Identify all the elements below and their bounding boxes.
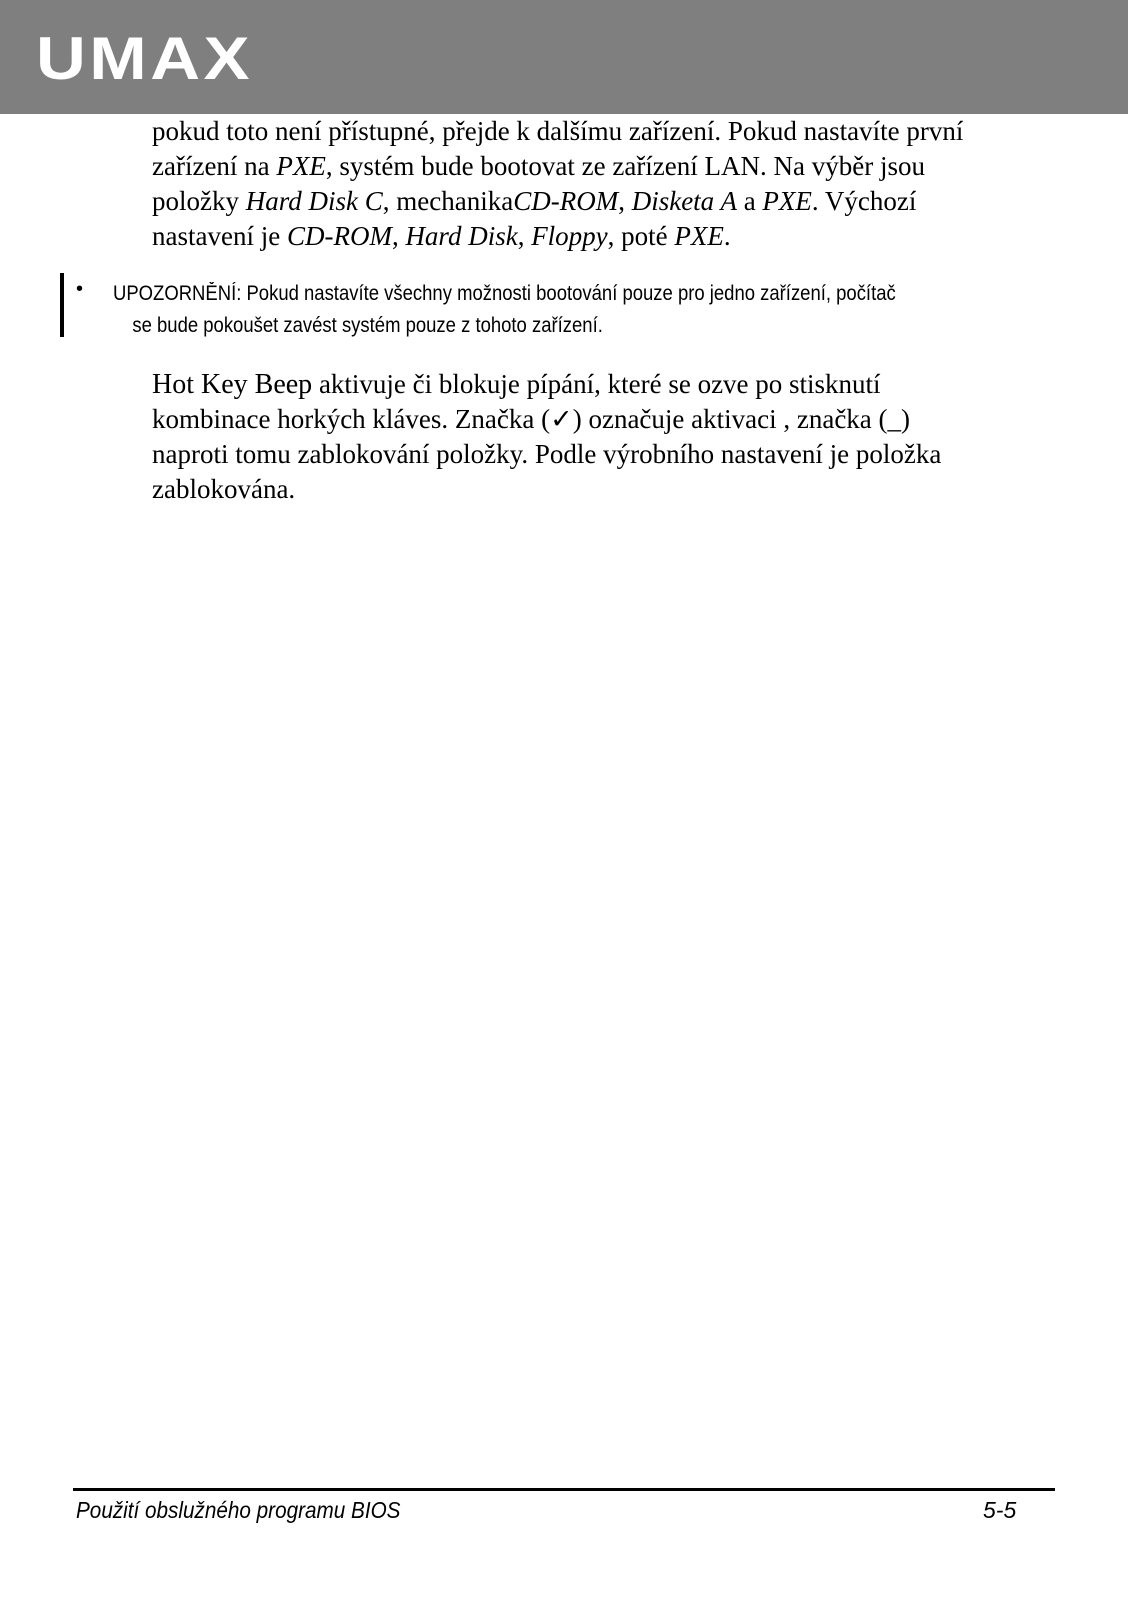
term-pxe: PXE xyxy=(674,221,724,251)
footer-title: Použití obslužného programu BIOS xyxy=(76,1497,401,1523)
term-floppy: Floppy xyxy=(531,221,608,251)
bullet-icon: • xyxy=(76,278,84,300)
term-hard-disk-c: Hard Disk C xyxy=(245,186,383,216)
text-span: , xyxy=(517,221,532,251)
hot-key-beep-paragraph xyxy=(152,367,1072,507)
text-span: zařízení na xyxy=(152,151,277,181)
page-number: 5-5 xyxy=(983,1497,1017,1523)
note-text-continued: se bude pokoušet zavést systém pouze z tohoto zařízení. xyxy=(132,314,603,337)
term-pxe: PXE xyxy=(762,186,812,216)
text-span: , xyxy=(618,186,632,216)
text-line xyxy=(152,367,1072,402)
text-span: a xyxy=(736,186,763,216)
text-line xyxy=(152,114,1072,149)
text-span: pokud toto není přístupné, přejde k dalšímu zařízení. Pokud nastavíte první xyxy=(152,116,964,146)
text-line: zablokována. xyxy=(152,474,296,504)
umax-logo: UMAX xyxy=(36,25,253,92)
text-span: aktivuje či blokuje pípání, které se ozve po stisknutí xyxy=(312,369,881,399)
term-pxe: PXE xyxy=(276,151,326,181)
note-label: UPOZORNĚNÍ: xyxy=(113,282,242,305)
note-text: Pokud nastavíte všechny možnosti bootování pouze pro jedno zařízení, počítač xyxy=(241,282,896,305)
term-hot-key-beep: Hot Key Beep xyxy=(152,369,313,400)
term-disketa-a: Disketa A xyxy=(631,186,737,216)
text-span: , mechanika xyxy=(382,186,514,216)
text-span: . xyxy=(723,221,731,251)
text-span: , poté xyxy=(607,221,675,251)
warning-note xyxy=(113,278,958,342)
text-line xyxy=(152,149,1072,184)
term-cd-rom: CD-ROM xyxy=(286,221,392,251)
text-span: položky xyxy=(152,186,246,216)
text-line: naproti tomu zablokování položky. Podle výrobního nastavení je položka xyxy=(152,439,942,469)
text-span: , systém bude bootovat ze zařízení LAN. Na výběr jsou xyxy=(325,151,925,181)
term-hard-disk: Hard Disk xyxy=(405,221,518,251)
text-line: kombinace horkých kláves. Značka (✓) označuje aktivaci , značka (_) xyxy=(152,404,911,434)
text-line xyxy=(152,219,1072,254)
header-bar xyxy=(0,0,1128,114)
term-cd-rom: CD-ROM xyxy=(513,186,619,216)
boot-order-paragraph xyxy=(152,114,1072,254)
text-span: . Výchozí xyxy=(811,186,917,216)
text-line xyxy=(152,184,1072,219)
note-margin-bar xyxy=(60,273,64,337)
text-span: , xyxy=(391,221,406,251)
text-span: nastavení je xyxy=(152,221,287,251)
footer-rule xyxy=(73,1488,1055,1491)
